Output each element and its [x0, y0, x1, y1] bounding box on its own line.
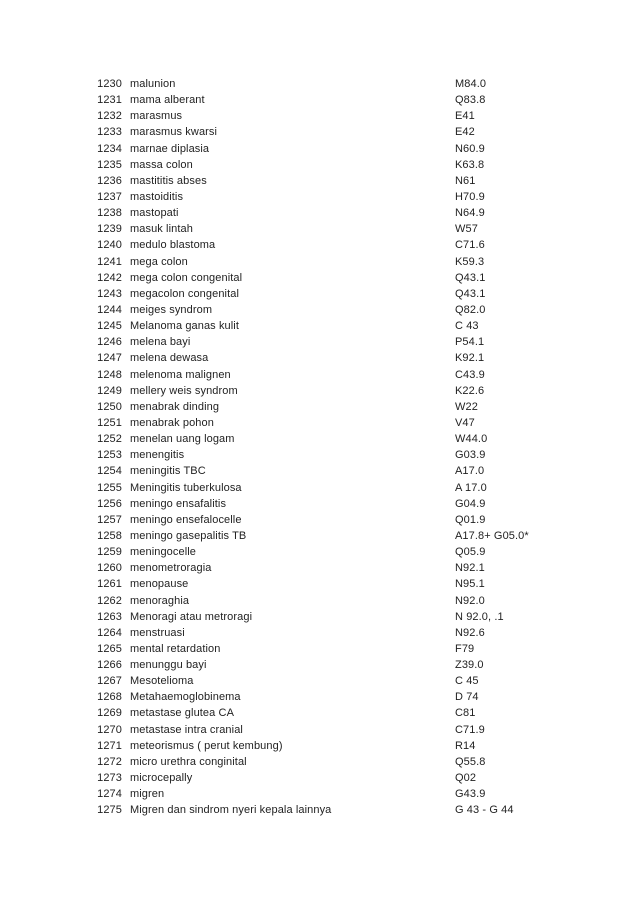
diagnosis-term: metastase intra cranial	[130, 723, 243, 736]
icd-code: W22	[455, 400, 478, 413]
row-number: 1263	[97, 610, 122, 623]
icd-code: G43.9	[455, 788, 486, 801]
table-row	[0, 383, 638, 399]
table-row	[0, 367, 638, 383]
table-row	[0, 254, 638, 270]
table-row	[0, 593, 638, 609]
diagnosis-term: meningocelle	[130, 546, 197, 559]
table-row	[0, 722, 638, 738]
diagnosis-term: medulo blastoma	[130, 239, 216, 252]
row-number: 1264	[97, 626, 122, 639]
table-row	[0, 334, 638, 350]
row-number: 1239	[97, 223, 122, 236]
table-row	[0, 157, 638, 173]
table-row	[0, 270, 638, 286]
table-row	[0, 108, 638, 124]
table-row	[0, 221, 638, 237]
row-number: 1261	[97, 578, 122, 591]
diagnosis-term: menabrak pohon	[130, 416, 214, 429]
icd-code: K59.3	[455, 255, 485, 268]
icd-code: Q83.8	[455, 94, 486, 107]
row-number: 1252	[97, 433, 122, 446]
diagnosis-term: melena bayi	[130, 336, 191, 349]
diagnosis-term: marasmus kwarsi	[130, 126, 218, 139]
table-row	[0, 673, 638, 689]
icd-code: K63.8	[455, 158, 485, 171]
row-number: 1230	[97, 78, 122, 90]
row-number: 1271	[97, 739, 122, 752]
icd-code: N92.0	[455, 594, 485, 607]
table-row	[0, 609, 638, 625]
row-number: 1234	[97, 142, 122, 155]
row-number: 1266	[97, 659, 122, 672]
table-row	[0, 560, 638, 576]
table-row	[0, 738, 638, 754]
row-number: 1248	[97, 368, 122, 381]
icd-code: G 43 - G 44	[455, 804, 514, 817]
row-number: 1235	[97, 158, 122, 171]
diagnosis-term: meiges syndrom	[130, 303, 213, 316]
diagnosis-term: mama alberant	[130, 94, 205, 107]
row-number: 1255	[97, 481, 122, 494]
table-row	[0, 318, 638, 334]
row-number: 1258	[97, 529, 122, 542]
table-row	[0, 528, 638, 544]
diagnosis-term: menelan uang logam	[130, 433, 235, 446]
table-row	[0, 447, 638, 463]
icd-code: W57	[455, 223, 478, 236]
row-number: 1241	[97, 255, 122, 268]
icd-code: C71.6	[455, 239, 485, 252]
icd-code: Q43.1	[455, 271, 486, 284]
icd-code: M84.0	[455, 78, 487, 90]
row-number: 1237	[97, 190, 122, 203]
icd-code: Q01.9	[455, 513, 486, 526]
diagnosis-term: meteorismus ( perut kembung)	[130, 739, 283, 752]
icd-code: G04.9	[455, 497, 486, 510]
row-number: 1270	[97, 723, 122, 736]
icd-code: N64.9	[455, 207, 485, 220]
diagnosis-code-table	[0, 76, 638, 818]
row-number: 1273	[97, 772, 122, 785]
diagnosis-term: meningo ensafalitis	[130, 497, 227, 510]
table-row	[0, 399, 638, 415]
table-row	[0, 302, 638, 318]
row-number: 1260	[97, 562, 122, 575]
icd-code: Q05.9	[455, 546, 486, 559]
table-row	[0, 124, 638, 140]
diagnosis-term: mental retardation	[130, 642, 221, 655]
table-row	[0, 92, 638, 108]
diagnosis-term: marasmus	[130, 110, 183, 123]
icd-code: C43.9	[455, 368, 485, 381]
diagnosis-term: migren	[130, 788, 165, 801]
row-number: 1245	[97, 320, 122, 333]
icd-code: Q55.8	[455, 755, 486, 768]
icd-code: Q02	[455, 772, 477, 785]
row-number: 1242	[97, 271, 122, 284]
icd-code: Q43.1	[455, 287, 486, 300]
diagnosis-term: menunggu bayi	[130, 659, 207, 672]
diagnosis-term: Meningitis tuberkulosa	[130, 481, 242, 494]
row-number: 1247	[97, 352, 122, 365]
table-row	[0, 237, 638, 253]
icd-code: P54.1	[455, 336, 485, 349]
row-number: 1259	[97, 546, 122, 559]
table-row	[0, 205, 638, 221]
table-row	[0, 350, 638, 366]
icd-code: C71.9	[455, 723, 485, 736]
diagnosis-term: Metahaemoglobinema	[130, 691, 241, 704]
icd-code: W44.0	[455, 433, 488, 446]
row-number: 1231	[97, 94, 122, 107]
diagnosis-term: mastititis abses	[130, 174, 207, 187]
table-row	[0, 770, 638, 786]
diagnosis-term: Melanoma ganas kulit	[130, 320, 240, 333]
icd-code: H70.9	[455, 190, 485, 203]
table-row	[0, 141, 638, 157]
diagnosis-term: Migren dan sindrom nyeri kepala lainnya	[130, 804, 332, 817]
table-row	[0, 802, 638, 818]
row-number: 1254	[97, 465, 122, 478]
row-number: 1244	[97, 303, 122, 316]
row-number: 1246	[97, 336, 122, 349]
diagnosis-term: malunion	[130, 78, 176, 90]
row-number: 1249	[97, 384, 122, 397]
row-number: 1267	[97, 675, 122, 688]
diagnosis-term: menoraghia	[130, 594, 190, 607]
diagnosis-term: melenoma malignen	[130, 368, 231, 381]
diagnosis-term: micro urethra conginital	[130, 755, 247, 768]
diagnosis-term: menometroragia	[130, 562, 212, 575]
icd-code: E42	[455, 126, 475, 139]
row-number: 1233	[97, 126, 122, 139]
icd-code: N60.9	[455, 142, 485, 155]
row-number: 1238	[97, 207, 122, 220]
diagnosis-term: Menoragi atau metroragi	[130, 610, 253, 623]
diagnosis-term: mega colon	[130, 255, 188, 268]
table-row	[0, 496, 638, 512]
table-row	[0, 173, 638, 189]
row-number: 1275	[97, 804, 122, 817]
table-row	[0, 463, 638, 479]
table-row	[0, 286, 638, 302]
icd-code: C 43	[455, 320, 479, 333]
row-number: 1243	[97, 287, 122, 300]
diagnosis-term: mellery weis syndrom	[130, 384, 238, 397]
table-row	[0, 576, 638, 592]
icd-code: K22.6	[455, 384, 485, 397]
row-number: 1265	[97, 642, 122, 655]
table-row	[0, 431, 638, 447]
diagnosis-term: metastase glutea CA	[130, 707, 235, 720]
row-number: 1253	[97, 449, 122, 462]
icd-code: D 74	[455, 691, 479, 704]
diagnosis-term: menopause	[130, 578, 189, 591]
diagnosis-term: menstruasi	[130, 626, 185, 639]
row-number: 1250	[97, 400, 122, 413]
diagnosis-term: menabrak dinding	[130, 400, 220, 413]
icd-code: C 45	[455, 675, 479, 688]
row-number: 1262	[97, 594, 122, 607]
icd-code: Z39.0	[455, 659, 484, 672]
diagnosis-term: megacolon congenital	[130, 287, 240, 300]
row-number: 1232	[97, 110, 122, 123]
diagnosis-term: masuk lintah	[130, 223, 193, 236]
diagnosis-term: menengitis	[130, 449, 185, 462]
table-row	[0, 544, 638, 560]
table-row	[0, 480, 638, 496]
row-number: 1236	[97, 174, 122, 187]
icd-code: N 92.0, .1	[455, 610, 504, 623]
table-row	[0, 625, 638, 641]
table-row	[0, 754, 638, 770]
icd-code: A17.8+ G05.0*	[455, 529, 529, 542]
diagnosis-term: marnae diplasia	[130, 142, 210, 155]
table-row	[0, 512, 638, 528]
table-row	[0, 705, 638, 721]
row-number: 1268	[97, 691, 122, 704]
icd-code: N61	[455, 174, 476, 187]
diagnosis-term: massa colon	[130, 158, 193, 171]
icd-code: Q82.0	[455, 303, 486, 316]
table-row	[0, 641, 638, 657]
diagnosis-term: meningo gasepalitis TB	[130, 529, 247, 542]
diagnosis-term: meningo ensefalocelle	[130, 513, 242, 526]
icd-code: N95.1	[455, 578, 485, 591]
table-row	[0, 657, 638, 673]
icd-code: V47	[455, 416, 475, 429]
row-number: 1240	[97, 239, 122, 252]
row-number: 1257	[97, 513, 122, 526]
icd-code: E41	[455, 110, 475, 123]
icd-code: N92.1	[455, 562, 485, 575]
diagnosis-term: mastopati	[130, 207, 179, 220]
diagnosis-term: microcepally	[130, 772, 193, 785]
icd-code: K92.1	[455, 352, 485, 365]
icd-code: A17.0	[455, 465, 485, 478]
table-row	[0, 415, 638, 431]
table-row	[0, 689, 638, 705]
row-number: 1272	[97, 755, 122, 768]
row-number: 1251	[97, 416, 122, 429]
diagnosis-term: melena dewasa	[130, 352, 209, 365]
icd-code: R14	[455, 739, 476, 752]
table-row	[0, 189, 638, 205]
diagnosis-term: mastoiditis	[130, 190, 184, 203]
diagnosis-term: meningitis TBC	[130, 465, 206, 478]
row-number: 1269	[97, 707, 122, 720]
row-number: 1274	[97, 788, 122, 801]
icd-code: G03.9	[455, 449, 486, 462]
icd-code: N92.6	[455, 626, 485, 639]
icd-code: F79	[455, 642, 475, 655]
diagnosis-term: Mesotelioma	[130, 675, 194, 688]
diagnosis-term: mega colon congenital	[130, 271, 243, 284]
icd-code: A 17.0	[455, 481, 487, 494]
table-row	[0, 76, 638, 92]
icd-code: C81	[455, 707, 476, 720]
row-number: 1256	[97, 497, 122, 510]
table-row	[0, 786, 638, 802]
